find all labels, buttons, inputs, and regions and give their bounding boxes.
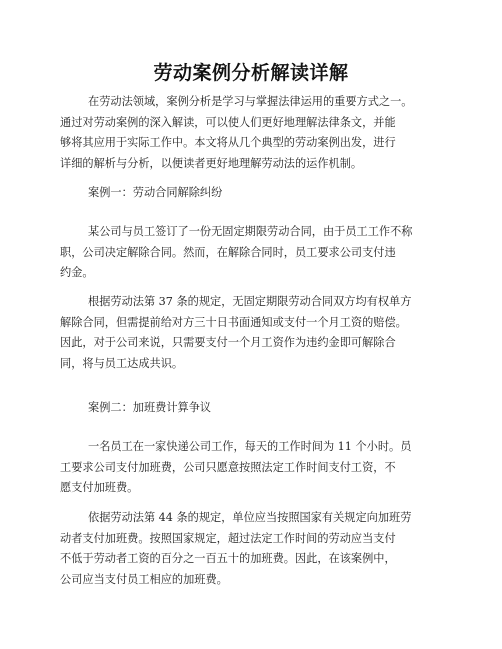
paragraph-line: 愿支付加班费。 (60, 481, 139, 494)
paragraph-line: 依据劳动法第 44 条的规定，单位应当按照国家有关规定向加班劳 (88, 511, 412, 524)
paragraph-line: 约金。 (60, 266, 94, 279)
paragraph-line: 通过对劳动案例的深入解读，可以使人们更好地理解法律条文，并能 (60, 115, 396, 129)
case2-facts-paragraph (60, 437, 455, 499)
case1-facts-paragraph (60, 222, 455, 284)
section-heading: 案例二：加班费计算争议 (88, 401, 212, 414)
paragraph-line: 某公司与员工签订了一份无固定期限劳动合同，由于员工工作不称 (88, 225, 413, 238)
paragraph-line: 同，将与员工达成共识。 (60, 356, 184, 370)
document-title: 劳动案例分析解读详解 (153, 62, 349, 84)
paragraph-line: 公司应当支付员工相应的加班费。 (60, 572, 228, 586)
paragraph-line: 不低于劳动者工资的百分之一百五十的加班费。因此，在该案例中， (60, 552, 396, 565)
case1-analysis-paragraph (60, 292, 455, 374)
paragraph-line: 够将其应用于实际工作中。本文将从几个典型的劳动案例出发，进行 (60, 136, 396, 149)
paragraph-line: 解除合同，但需提前给对方三十日书面通知或支付一个月工资的赔偿。 (60, 315, 407, 329)
paragraph-line: 动者支付加班费。按照国家规定，超过法定工作时间的劳动应当支付 (60, 531, 396, 545)
case2-analysis-paragraph (60, 508, 455, 590)
paragraph-line: 一名员工在一家快递公司工作，每天的工作时间为 11 个小时。员 (88, 440, 412, 453)
paragraph-line: 在劳动法领域，案例分析是学习与掌握法律运用的重要方式之一。 (88, 95, 413, 108)
paragraph-line: 因此，对于公司来说，只需要支付一个月工资作为违约金即可解除合 (60, 336, 396, 349)
case2-heading (60, 398, 455, 419)
case1-heading (60, 183, 455, 204)
paragraph-line: 详细的解析与分析，以便读者更好地理解劳动法的运作机制。 (60, 156, 363, 170)
section-heading: 案例一：劳动合同解除纠纷 (88, 186, 223, 199)
paragraph-line: 工要求公司支付加班费，公司只愿意按照法定工作时间支付工资，不 (60, 460, 396, 474)
intro-paragraph (60, 92, 455, 174)
paragraph-line: 职，公司决定解除合同。然而，在解除合同时，员工要求公司支付违 (60, 245, 396, 259)
paragraph-line: 根据劳动法第 37 条的规定，无固定期限劳动合同双方均有权单方 (88, 295, 412, 308)
